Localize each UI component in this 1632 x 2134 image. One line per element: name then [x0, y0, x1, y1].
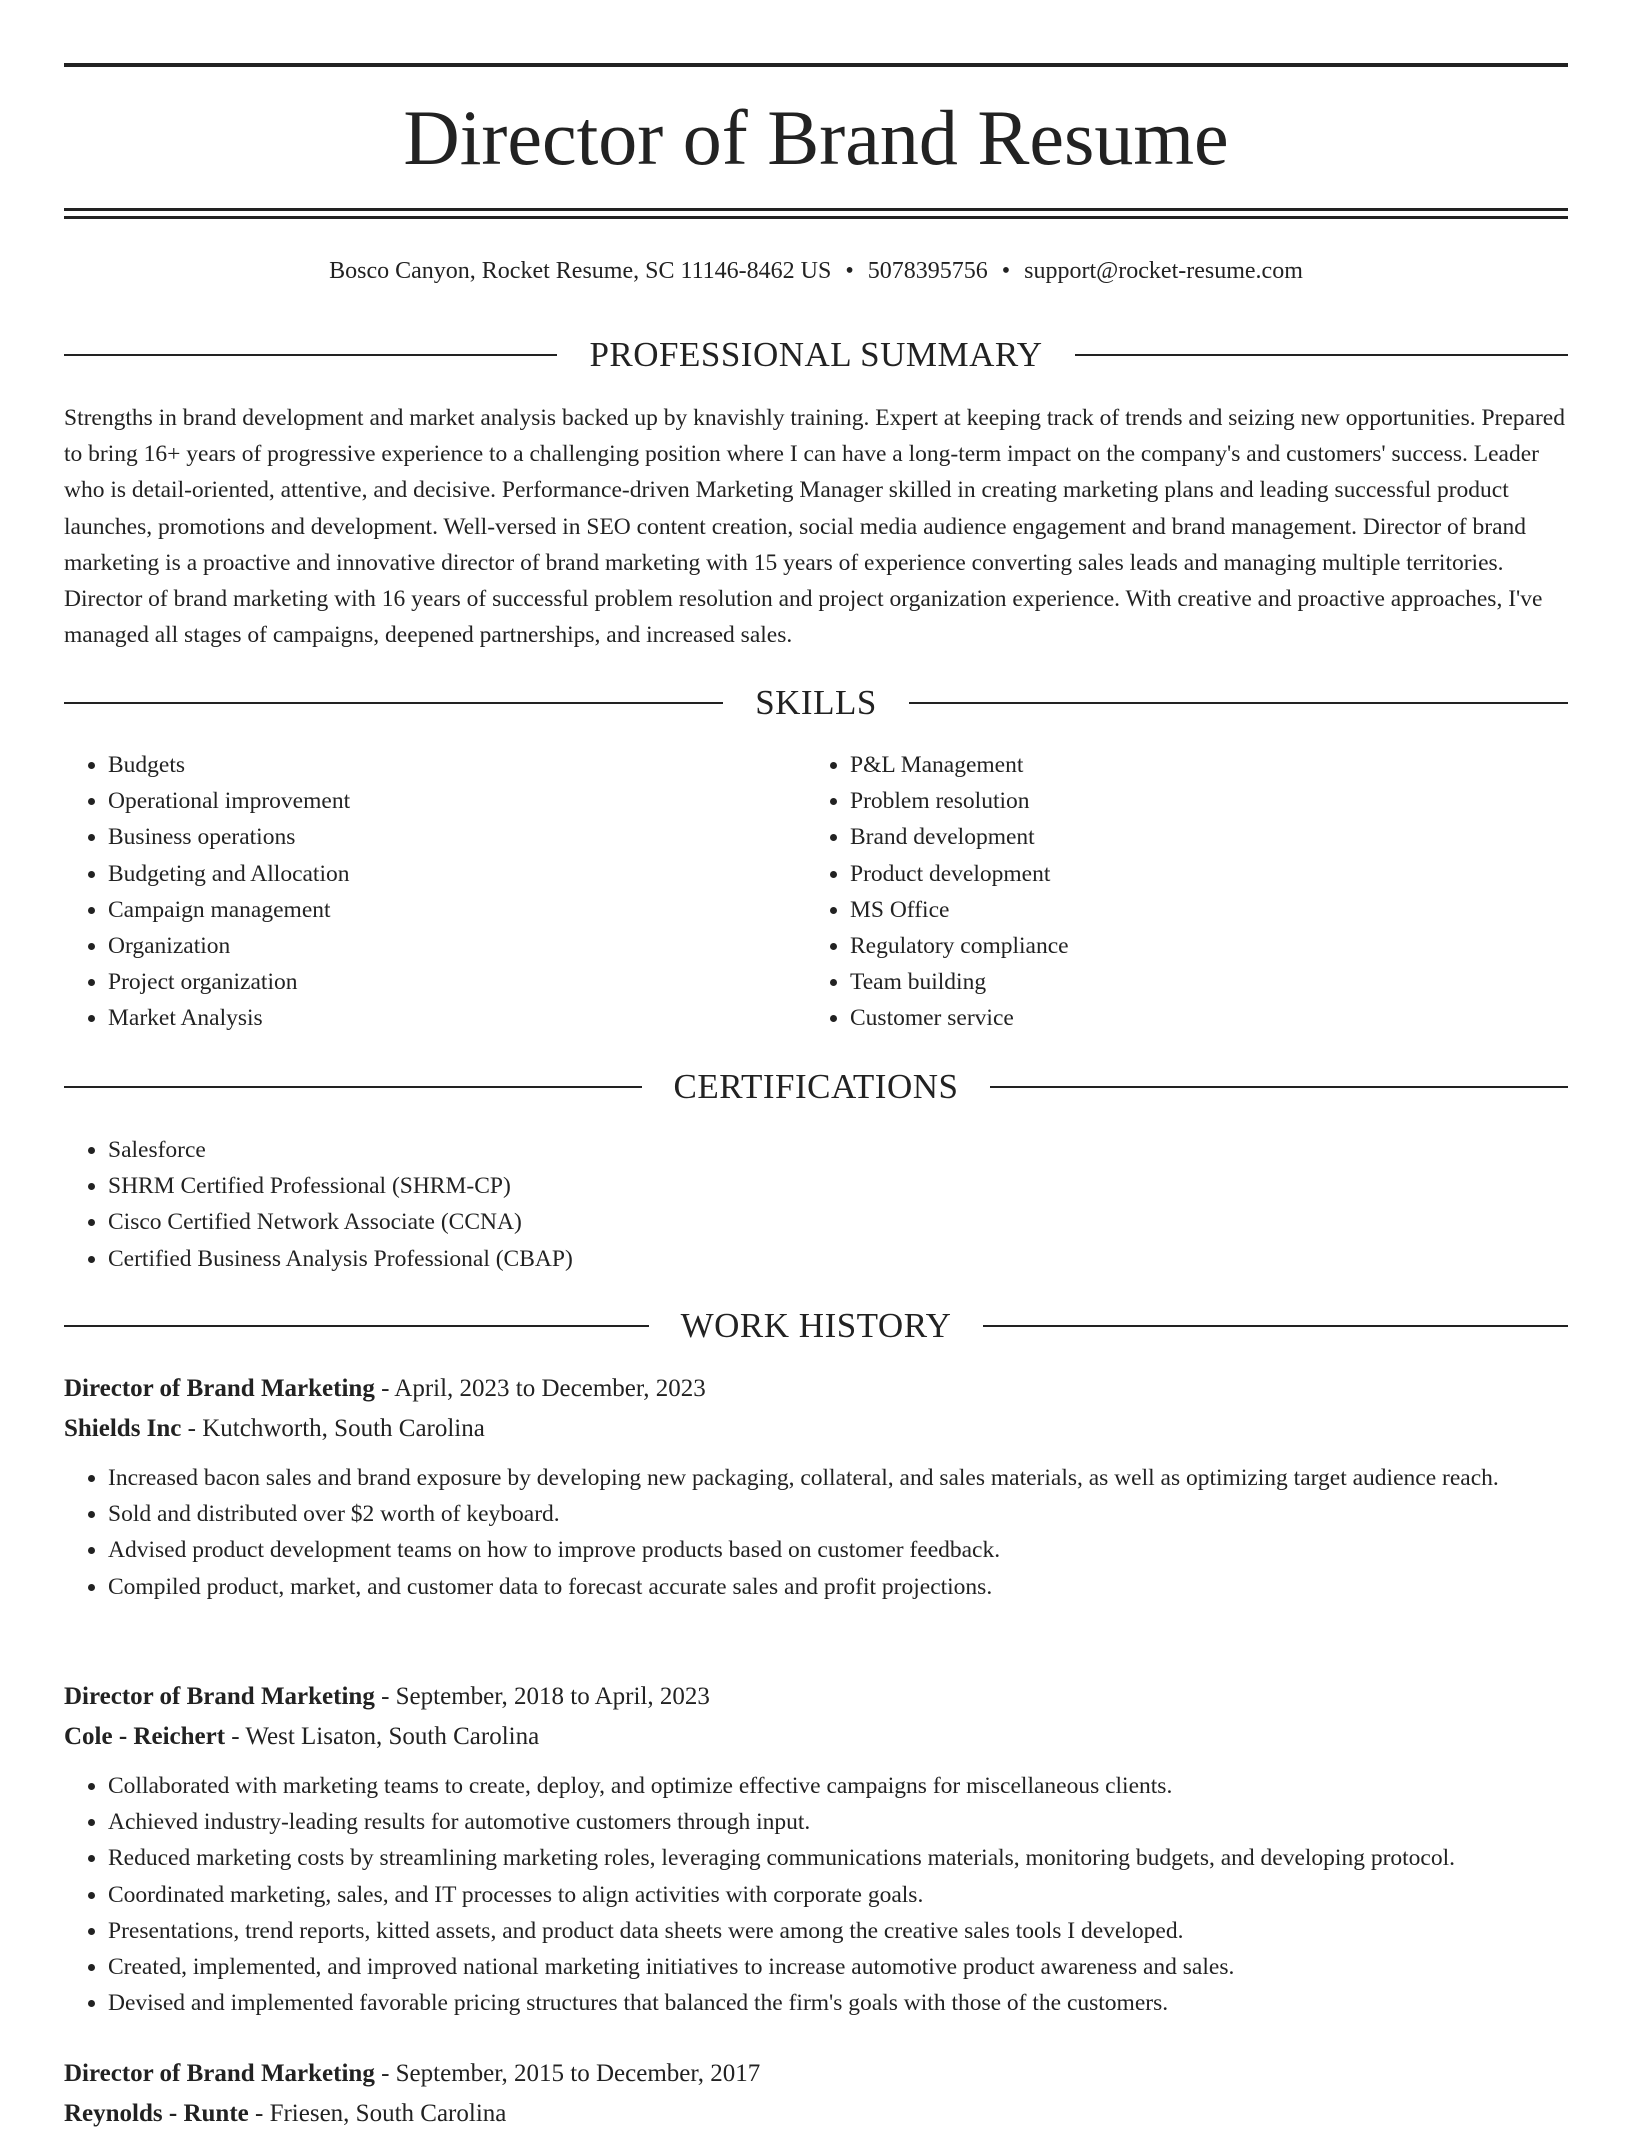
skill-item: • Campaign management [108, 892, 804, 928]
job-duty-item: • Created, implemented, and improved national marketing initiatives to increase automotive product awareness and sales. [108, 1949, 1568, 1985]
skill-item: • Team building [850, 964, 1546, 1000]
job-company: Reynolds - Runte [64, 2100, 249, 2127]
job-duty-item: • Reduced marketing costs by streamlining marketing roles, leveraging communications materials, monitoring budgets, and developing protocol. [108, 1840, 1568, 1876]
skill-item: • MS Office [850, 892, 1546, 928]
section-rule-left [64, 1086, 642, 1088]
skill-item: • Budgeting and Allocation [108, 856, 804, 892]
work-history-heading: WORK HISTORY [680, 1306, 952, 1345]
section-rule-right [983, 1325, 1568, 1327]
skill-item: • Market Analysis [108, 1000, 804, 1036]
job-title-line [64, 2054, 1568, 2094]
certification-item: • Certified Business Analysis Professional (CBAP) [108, 1241, 1568, 1277]
job-dates: - September, 2015 to December, 2017 [374, 2060, 761, 2087]
contact-address: Bosco Canyon, Rocket Resume, SC 11146-8462 US [329, 258, 832, 284]
section-rule-right [909, 702, 1568, 704]
contact-line [64, 253, 1568, 289]
job-entry [64, 1369, 1568, 1605]
job-dates: - September, 2018 to April, 2023 [374, 1683, 710, 1710]
skills-section-header [64, 681, 1568, 725]
skill-item: • Business operations [108, 819, 804, 855]
skills-column-right [806, 747, 1546, 1037]
contact-email: support@rocket-resume.com [1024, 258, 1303, 284]
skills-column-left [64, 747, 804, 1037]
skill-item: • Brand development [850, 819, 1546, 855]
section-rule-left [64, 1325, 649, 1327]
job-company-line [64, 1717, 1568, 1757]
resume-title: Director of Brand Resume [403, 94, 1229, 181]
contact-phone: 5078395756 [867, 258, 988, 284]
job-duty-item: • Sold and distributed over $2 worth of keyboard. [108, 1496, 1568, 1532]
section-rule-right [1075, 354, 1568, 356]
job-company-line [64, 1409, 1568, 1449]
skill-item: • Operational improvement [108, 783, 804, 819]
skill-item: • Project organization [108, 964, 804, 1000]
job-title-line [64, 1369, 1568, 1409]
job-duty-item: • Increased bacon sales and brand exposure by developing new packaging, collateral, and sales materials, as well as optimizing target audience reach. [108, 1460, 1568, 1496]
job-title: Director of Brand Marketing [64, 1683, 375, 1710]
contact-separator: • [845, 258, 854, 284]
job-company-line [64, 2094, 1568, 2134]
certification-item: • Cisco Certified Network Associate (CCNA) [108, 1204, 1568, 1240]
skill-item: • Regulatory compliance [850, 928, 1546, 964]
skill-item: • P&L Management [850, 747, 1546, 783]
job-entry [64, 2054, 1568, 2134]
skill-item: • Organization [108, 928, 804, 964]
skill-item: • Budgets [108, 747, 804, 783]
summary-section-header [64, 333, 1568, 377]
job-location: - Kutchworth, South Carolina [181, 1415, 485, 1442]
section-rule-left [64, 354, 557, 356]
job-duty-item: • Collaborated with marketing teams to create, deploy, and optimize effective campaigns for miscellaneous clients. [108, 1768, 1568, 1804]
skill-item: • Customer service [850, 1000, 1546, 1036]
job-title: Director of Brand Marketing [64, 1375, 375, 1402]
job-dates: - April, 2023 to December, 2023 [374, 1375, 706, 1402]
summary-text: Strengths in brand development and market analysis backed up by knavishly training. Expert at keeping track of trends and seizing new opportunities. Prepared to bring 16+ years of progressive experience to a challenging position where I can have a long-term impact on the company's and customers' success. Leader who is detail-oriented, attentive, and decisive. Performance-driven Marketing Manager skilled in creating marketing plans and leading successful product launches, promotions and development. Well-versed in SEO content creation, social media audience engagement and brand management. Director of brand marketing is a proactive and innovative director of brand marketing with 15 years of experience converting sales leads and managing multiple territories. Director of brand marketing with 16 years of successful problem resolution and project organization experience. With creative and proactive approaches, I've managed all stages of campaigns, deepened partnerships, and increased sales. [64, 405, 1565, 649]
summary-heading: PROFESSIONAL SUMMARY [589, 335, 1043, 374]
skill-item: • Problem resolution [850, 783, 1546, 819]
certifications-list [64, 1132, 1568, 1277]
job-entry [64, 1677, 1568, 2021]
job-title: Director of Brand Marketing [64, 2060, 375, 2087]
skills-heading: SKILLS [755, 683, 877, 722]
certifications-heading: CERTIFICATIONS [673, 1067, 959, 1106]
job-location: - West Lisaton, South Carolina [225, 1723, 540, 1750]
skill-item: • Product development [850, 856, 1546, 892]
section-rule-right [990, 1086, 1568, 1088]
job-duties [64, 1768, 1568, 2021]
job-location: - Friesen, South Carolina [248, 2100, 507, 2127]
job-duty-item: • Achieved industry-leading results for automotive customers through input. [108, 1804, 1568, 1840]
certification-item: • Salesforce [108, 1132, 1568, 1168]
job-duty-item: • Coordinated marketing, sales, and IT processes to align activities with corporate goals. [108, 1877, 1568, 1913]
job-duties [64, 1460, 1568, 1605]
top-divider [64, 63, 1568, 67]
section-rule-left [64, 702, 723, 704]
certification-item: • SHRM Certified Professional (SHRM-CP) [108, 1168, 1568, 1204]
job-company: Cole - Reichert [64, 1723, 226, 1750]
job-duty-item: • Compiled product, market, and customer data to forecast accurate sales and profit projections. [108, 1569, 1568, 1605]
contact-separator: • [1001, 258, 1011, 284]
title-double-divider [64, 208, 1568, 219]
job-duty-item: • Advised product development teams on how to improve products based on customer feedback. [108, 1532, 1568, 1568]
job-duty-item: • Devised and implemented favorable pricing structures that balanced the firm's goals with those of the customers. [108, 1985, 1568, 2021]
job-title-line [64, 1677, 1568, 1717]
work-history-section-header [64, 1304, 1568, 1348]
job-company: Shields Inc [64, 1415, 182, 1442]
job-duty-item: • Presentations, trend reports, kitted assets, and product data sheets were among the creative sales tools I developed. [108, 1913, 1568, 1949]
certifications-section-header [64, 1065, 1568, 1109]
